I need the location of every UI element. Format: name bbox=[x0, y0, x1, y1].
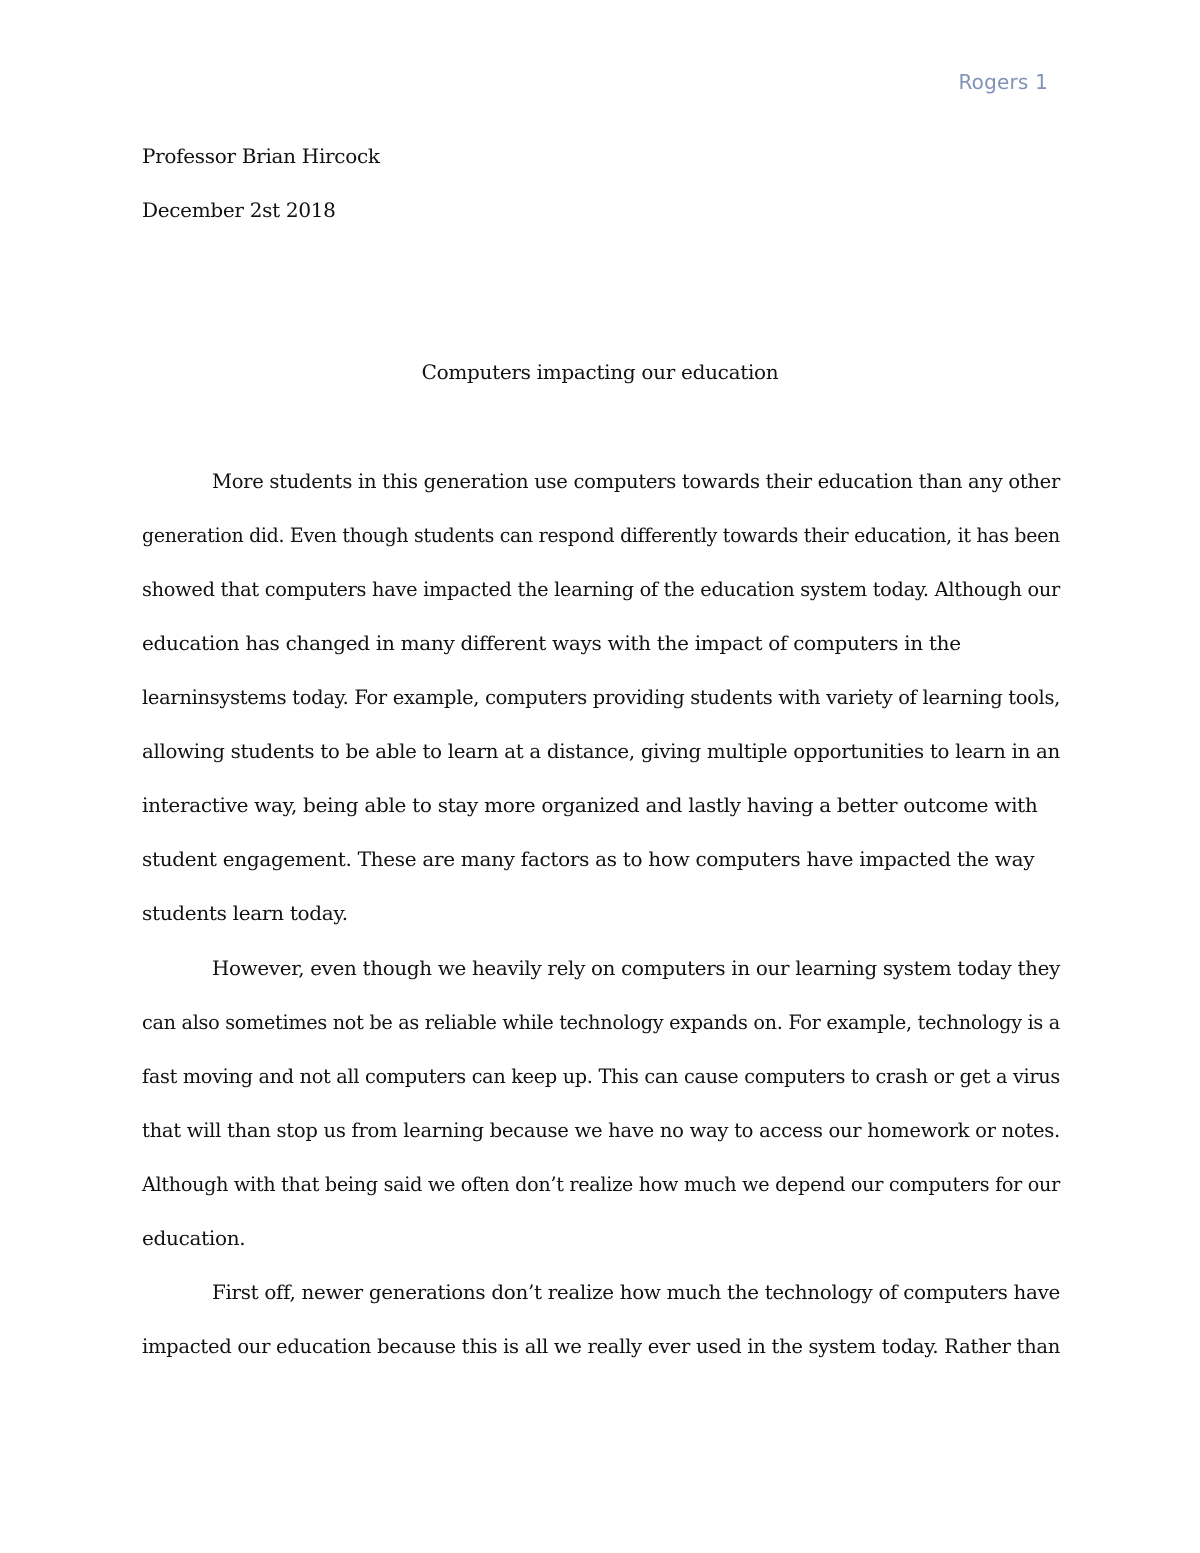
body-line: generation did. Even though students can respond differently towards their education, it has been bbox=[142, 523, 1060, 547]
professor-name: Professor Brian Hircock bbox=[142, 144, 380, 168]
date-line: December 2st 2018 bbox=[142, 198, 336, 222]
body-line: interactive way, being able to stay more organized and lastly having a better outcome with bbox=[142, 793, 1038, 817]
body-line: More students in this generation use computers towards their education than any other bbox=[212, 469, 1061, 493]
paper-title: Computers impacting our education bbox=[421, 360, 779, 384]
body-line: Although with that being said we often don’t realize how much we depend our computers for our bbox=[142, 1172, 1060, 1196]
running-head: Rogers 1 bbox=[958, 70, 1048, 94]
body-line: learninsystems today. For example, computers providing students with variety of learning tools, bbox=[142, 685, 1061, 709]
body-line: that will than stop us from learning because we have no way to access our homework or notes. bbox=[142, 1118, 1060, 1142]
body-line: showed that computers have impacted the learning of the education system today. Although our bbox=[142, 577, 1060, 601]
body-line: However, even though we heavily rely on computers in our learning system today they bbox=[212, 956, 1061, 980]
body-line: education has changed in many different ways with the impact of computers in the bbox=[142, 631, 961, 655]
body-line: allowing students to be able to learn at a distance, giving multiple opportunities to learn in an bbox=[142, 739, 1060, 763]
body-line: can also sometimes not be as reliable while technology expands on. For example, technology is a bbox=[142, 1010, 1060, 1034]
body-line: student engagement. These are many factors as to how computers have impacted the way bbox=[142, 847, 1035, 871]
body-line: education. bbox=[142, 1226, 246, 1250]
body-line: impacted our education because this is all we really ever used in the system today. Rather than bbox=[142, 1334, 1061, 1358]
body-line: First off, newer generations don’t realize how much the technology of computers have bbox=[212, 1280, 1061, 1304]
body-line: fast moving and not all computers can keep up. This can cause computers to crash or get a virus bbox=[142, 1064, 1061, 1088]
body-line: students learn today. bbox=[142, 901, 348, 925]
